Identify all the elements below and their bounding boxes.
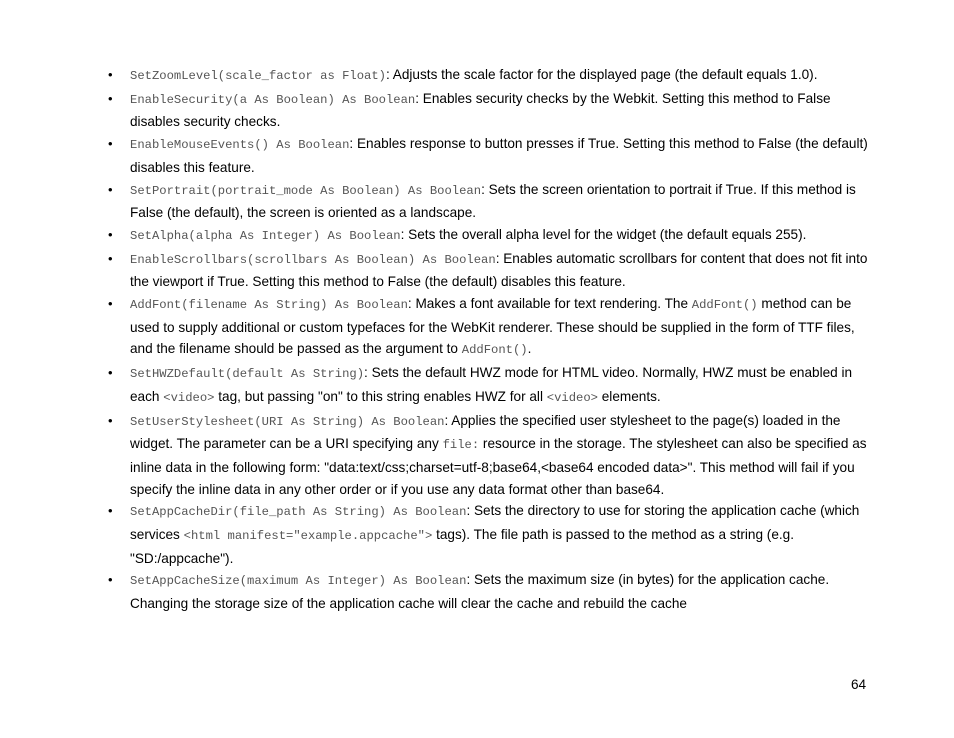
- method-signature: SetZoomLevel(scale_factor as Float): [130, 69, 386, 83]
- method-description-cont: resource in the storage. The stylesheet can also be specified as inline data in the following form: "data:text/css;charset=utf-8;base64,<base64 encoded data>". This method will fail if you specify the inline data in any other order or if you use any data format other than base64.: [130, 436, 867, 497]
- bullet-icon: •: [108, 136, 113, 152]
- method-description-cont: tag, but passing "on" to this string enables HWZ for all: [214, 388, 547, 404]
- inline-code: <video>: [163, 390, 215, 405]
- list-item-set-portrait: [0, 179, 954, 224]
- bullet-icon: •: [108, 226, 113, 242]
- method-signature: SetAlpha(alpha As Integer) As Boolean: [130, 228, 401, 243]
- method-signature: SetUserStylesheet(URI As String) As Boolean: [130, 414, 445, 429]
- inline-code: AddFont(): [691, 298, 758, 313]
- list-item-set-alpha: [0, 224, 954, 248]
- method-signature: SetAppCacheSize(maximum As Integer) As Boolean: [130, 574, 467, 589]
- method-signature: EnableMouseEvents() As Boolean: [130, 138, 350, 153]
- method-description: : Applies the specified user stylesheet to the page(s) loaded in the widget. The parameter can be a URI specifying any: [130, 412, 841, 452]
- list-item-enable-mouse-events: [0, 133, 954, 178]
- method-description-end: .: [527, 341, 532, 357]
- bullet-icon: •: [108, 67, 113, 82]
- method-description: : Sets the screen orientation to portrait if True. If this method is False (the default), the screen is oriented as a landscape.: [130, 181, 856, 221]
- method-description: : Enables security checks by the Webkit. Setting this method to False disables security checks.: [130, 90, 831, 130]
- method-signature: EnableScrollbars(scrollbars As Boolean) As Boolean: [130, 252, 496, 267]
- bullet-icon: •: [108, 412, 113, 428]
- list-item-set-app-cache-dir: [0, 500, 954, 569]
- list-item-enable-security: [0, 88, 954, 133]
- method-signature: SetAppCacheDir(file_path As String) As Boolean: [130, 505, 467, 520]
- method-description: : Enables response to button presses if True. Setting this method to False (the default) disables this feature.: [130, 136, 868, 175]
- list-item-enable-scrollbars: [0, 248, 954, 293]
- list-item-add-font: [0, 293, 954, 362]
- method-description: : Enables automatic scrollbars for content that does not fit into the viewport if True. Setting this method to False (the default) disables this feature.: [130, 250, 868, 290]
- bullet-icon: •: [108, 503, 113, 519]
- bullet-icon: •: [108, 90, 113, 106]
- list-item-set-app-cache-size: [0, 569, 954, 614]
- inline-code: file:: [442, 438, 480, 453]
- method-description: : Adjusts the scale factor for the displayed page (the default equals 1.0).: [385, 67, 818, 82]
- method-description: : Sets the default HWZ mode for HTML video. Normally, HWZ must be enabled in each: [130, 365, 853, 404]
- list-item-set-zoom-level: [0, 64, 954, 88]
- inline-code: AddFont(): [461, 343, 528, 358]
- method-description: : Makes a font available for text rendering. The: [407, 296, 692, 312]
- method-description-cont: method can be used to supply additional or custom typefaces for the WebKit renderer. These should be supplied in the form of TTF files, and the filename should be passed as the argument to: [130, 296, 855, 357]
- bullet-icon: •: [108, 365, 113, 381]
- method-signature: EnableSecurity(a As Boolean) As Boolean: [130, 92, 416, 107]
- method-description: : Sets the overall alpha level for the widget (the default equals 255).: [400, 226, 807, 242]
- method-description: : Sets the maximum size (in bytes) for the application cache. Changing the storage size of the application cache will clear the cache and rebuild the cache: [130, 572, 830, 612]
- method-description-end: elements.: [597, 388, 661, 404]
- method-signature: SetHWZDefault(default As String): [130, 367, 365, 382]
- inline-code: <video>: [546, 390, 598, 405]
- method-list: [0, 64, 954, 615]
- bullet-icon: •: [108, 572, 113, 588]
- page-number: 64: [851, 677, 867, 692]
- method-signature: AddFont(filename As String) As Boolean: [130, 298, 408, 313]
- method-description: : Sets the directory to use for storing the application cache (which services: [130, 503, 860, 543]
- method-description-cont: tags). The file path is passed to the method as a string (e.g. "SD:/appcache").: [130, 527, 795, 566]
- list-item-set-user-stylesheet: [0, 410, 954, 501]
- method-signature: SetPortrait(portrait_mode As Boolean) As Boolean: [130, 183, 482, 198]
- list-item-set-hwz-default: [0, 362, 954, 409]
- bullet-icon: •: [108, 250, 113, 266]
- inline-code: <html manifest="example.appcache">: [183, 529, 433, 544]
- bullet-icon: •: [108, 296, 113, 312]
- bullet-icon: •: [108, 181, 113, 197]
